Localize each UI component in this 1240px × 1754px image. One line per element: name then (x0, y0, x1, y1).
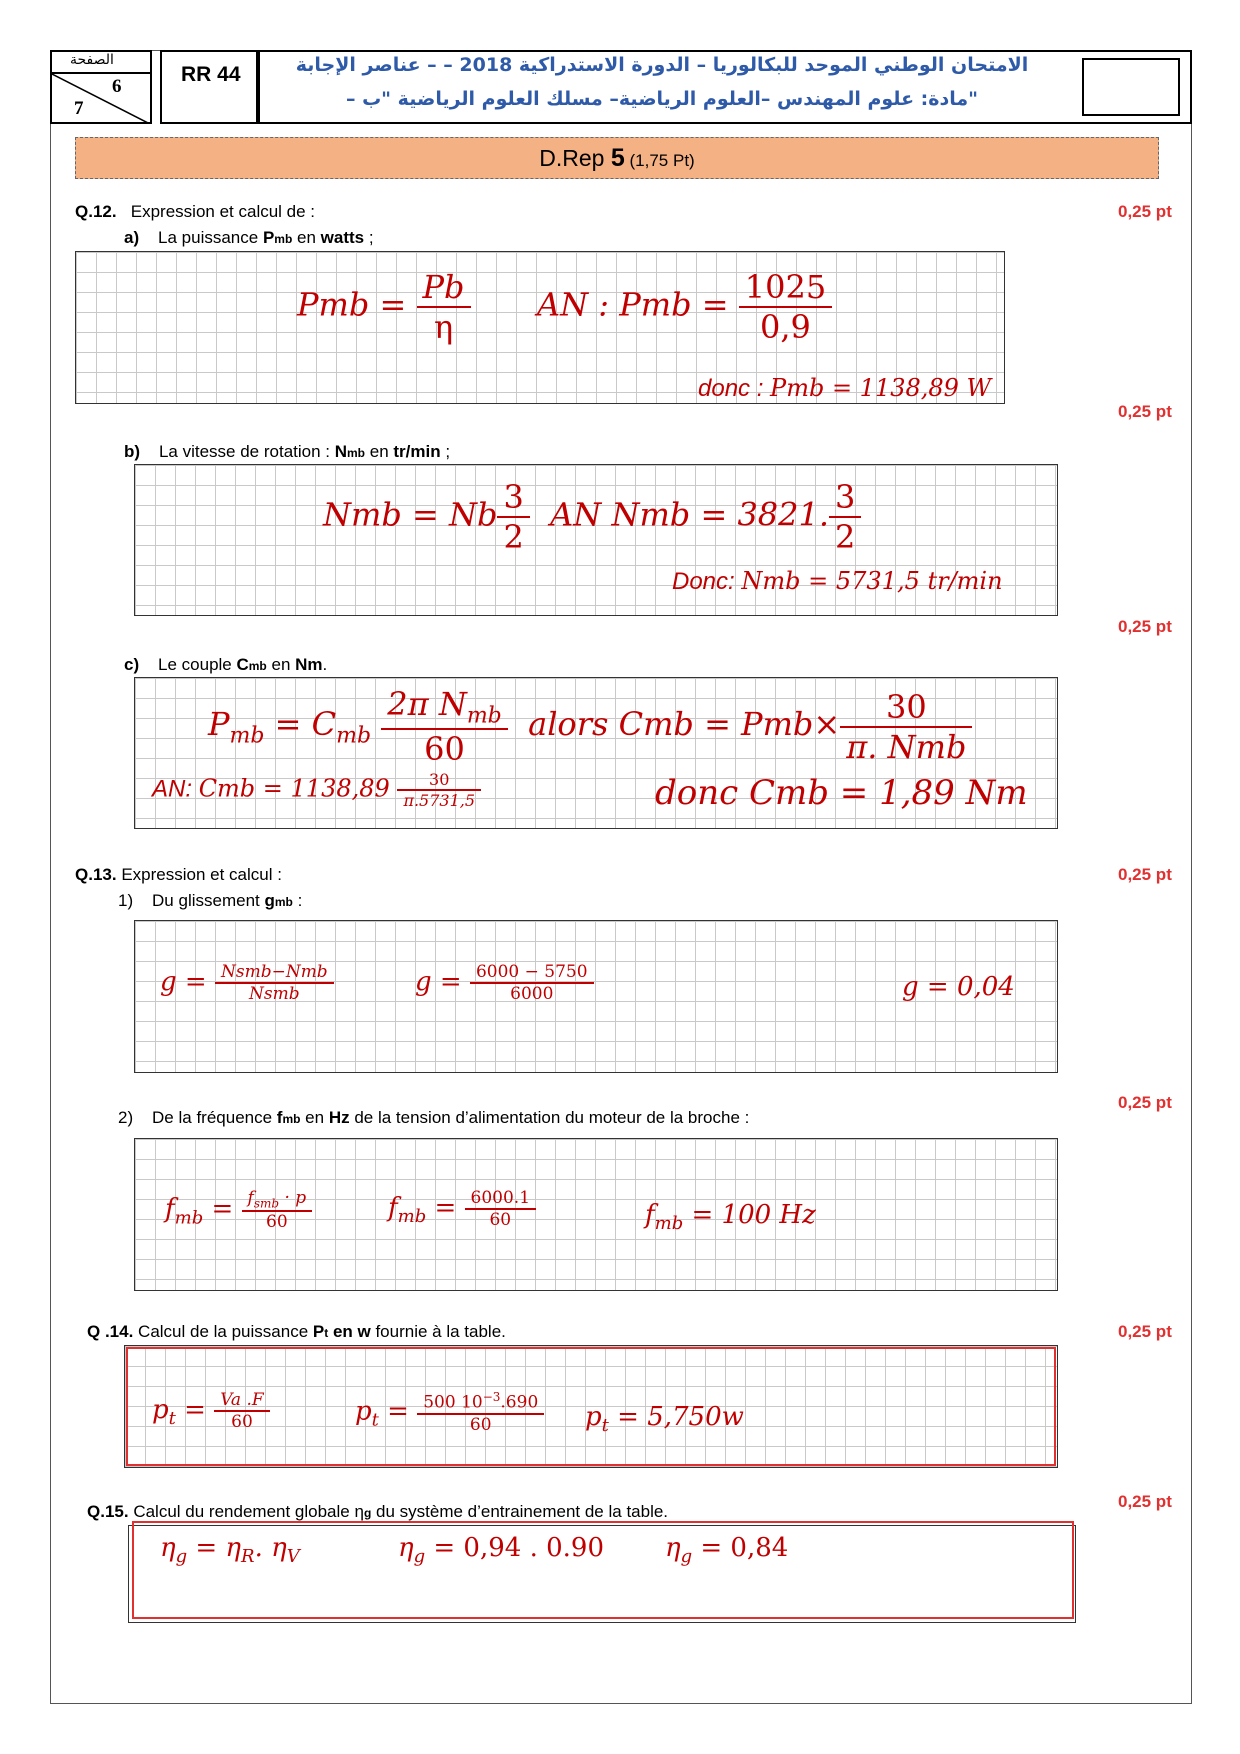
ans-eta-eq1: = η (187, 1533, 242, 1563)
ans-a-frac (417, 268, 471, 346)
page-total: 7 (74, 98, 84, 119)
ans-b-expr (323, 478, 861, 556)
banner-prefix: D.Rep (539, 145, 611, 171)
q12b-prompt (124, 442, 450, 462)
ans-c-alors-frac (840, 688, 972, 766)
page-label: الصفحة (70, 52, 114, 68)
ans-p-lhs-sub: t (168, 1408, 176, 1430)
q13a-sub: mb (274, 895, 293, 909)
ans-p-frac2 (417, 1390, 544, 1435)
ans-a-an-lhs: AN : Pmb = (537, 285, 729, 324)
q14-number: Q .14. (87, 1322, 134, 1341)
page-number-box (50, 50, 152, 124)
ans-eta-res: = 0,84 (692, 1533, 789, 1563)
q15-sym: η (354, 1502, 364, 1521)
points-q12a: 0,25 pt (1118, 202, 1172, 221)
ans-c-expr (208, 685, 972, 768)
banner-number: 5 (610, 144, 625, 172)
q12a-post: ; (364, 228, 374, 247)
q12c-label: c) (124, 655, 140, 674)
blank-stamp-box (1082, 58, 1180, 116)
ans-a-an (537, 268, 832, 346)
q13b-mid: en (300, 1108, 329, 1127)
q13b-sym: f (276, 1108, 283, 1127)
ans-eta-sub-g3: g (680, 1546, 693, 1568)
ans-f-expr2: $f_{mb}$ = $\frac{6000.1}{60}$ (388, 1188, 536, 1230)
q12a-sym: P (262, 228, 275, 247)
ans-g-expr2 (415, 962, 594, 1004)
ans-p-den2: 60 (469, 1414, 492, 1435)
ans-a-an-den: 0,9 (760, 308, 811, 346)
ans-b-frac (497, 478, 529, 556)
points-q14: 0,25 pt (1118, 1322, 1172, 1341)
ans-g-frac (215, 962, 334, 1004)
q13a-prompt (118, 891, 302, 911)
q12b-mid: en (365, 442, 394, 461)
ans-f-den2: 60 (489, 1210, 512, 1230)
q12b-sym: N (334, 442, 348, 461)
ans-p-num2-pre: 500 10 (423, 1392, 483, 1413)
ans-f-expr1: $f_{mb}$ = $\frac{f_{smb} \cdot p}{60}$ (165, 1188, 312, 1232)
q13a-pre: Du glissement (152, 891, 265, 910)
ans-g-expr1 (160, 962, 334, 1004)
ans-eta-sub-r: R (241, 1546, 255, 1568)
ans-a-result (698, 374, 991, 403)
ans-p-result (585, 1402, 744, 1436)
q13b-sub: mb (282, 1112, 301, 1126)
ans-p-lhs-sym: p (152, 1395, 169, 1425)
ans-g-num2: 6000 − 5750 (470, 962, 594, 984)
ans-a-an-num: 1025 (739, 268, 832, 308)
ans-a-res: Pmb = 1138,89 W (770, 374, 992, 402)
q12b-label: b) (124, 442, 141, 461)
ans-f-frac2 (465, 1188, 536, 1230)
banner-points: (1,75 Pt) (624, 151, 695, 170)
ans-g-result: g = 0,04 (902, 972, 1015, 1002)
ans-eta-sub-g2: g (413, 1546, 426, 1568)
ans-p-den: 60 (231, 1412, 253, 1432)
ans-c-an-val: Cmb = 1138,89 (198, 774, 390, 803)
q13a-post: : (292, 891, 303, 910)
ans-c-an-num: 30 (397, 770, 481, 791)
q12c-prompt (124, 655, 327, 675)
ans-f-lhs2-sub: mb (397, 1206, 427, 1228)
ans-f-result (645, 1200, 816, 1234)
q12b-sub: mb (347, 446, 366, 460)
q13b-prompt (118, 1108, 749, 1128)
q12c-mid: en (266, 655, 296, 674)
ans-eta-expr (160, 1533, 300, 1567)
q13b-unit: Hz (328, 1108, 350, 1127)
exam-title-line2: – مادة: علوم المهندس –العلوم الرياضية– مسلك العلوم الرياضية "ب" (345, 88, 979, 110)
ans-eta-sym: η (160, 1533, 176, 1563)
ans-a-an-frac (739, 268, 832, 346)
ans-c-result: donc Cmb = 1,89 Nm (655, 773, 1028, 813)
points-q13b: 0,25 pt (1118, 1093, 1172, 1112)
ans-f-lhs-sub: mb (174, 1207, 204, 1229)
ans-c-eq-sym: = C (264, 705, 337, 744)
ans-p-res: = 5,750w (608, 1402, 744, 1432)
ans-g-lhs2: g = (415, 967, 462, 997)
ans-f-lhs-sym: f (165, 1194, 175, 1225)
ans-a-den: η (433, 308, 454, 346)
q13b-pre: De la fréquence (152, 1108, 277, 1127)
q14-sub: t (324, 1326, 329, 1340)
q13b-label: 2) (118, 1108, 134, 1127)
points-q12b: 0,25 pt (1118, 402, 1172, 421)
q14-post: fournie à la table. (370, 1322, 506, 1341)
ans-eta-sub-g: g (175, 1546, 188, 1568)
ans-p-frac (214, 1390, 269, 1432)
code-box (160, 50, 258, 124)
ans-b-an-den: 2 (835, 518, 856, 556)
q15-number: Q.15. (87, 1502, 129, 1521)
ans-b-an: AN Nmb = 3821. (550, 495, 830, 534)
ans-p-res-sub: t (601, 1415, 609, 1437)
ans-a-expr (297, 268, 471, 346)
q12c-sub: mb (248, 659, 267, 673)
q12b-pre: La vitesse de rotation : (158, 442, 335, 461)
ans-f-num2: 6000.1 (465, 1188, 536, 1210)
q12a-sub: mb (274, 232, 293, 246)
q12a-pre: La puissance (158, 228, 263, 247)
ans-c-num-sub: mb (466, 703, 502, 729)
ans-f-num-sym: f (247, 1188, 254, 1208)
exam-code: RR 44 (181, 63, 241, 86)
ans-f-num-sub: smb (253, 1196, 280, 1211)
q13-title: Expression et calcul : (121, 865, 282, 884)
ans-f-num-post: · p (279, 1188, 307, 1208)
ans-c-an-label: AN: (152, 775, 199, 803)
ans-eta-dot: . η (254, 1533, 287, 1563)
ans-a-res-label: donc : (698, 375, 771, 402)
exam-title-line1: الامتحان الوطني الموحد للبكالوريا – الدورة الاستدراكية 2018 – – عناصر الإجابة (295, 54, 1029, 76)
ans-p-lhs2-sub: t (371, 1409, 379, 1431)
ans-b-den: 2 (503, 518, 524, 556)
q12-heading (75, 202, 315, 222)
q12c-sym: C (236, 655, 249, 674)
q15-post: du système d’entrainement de la table. (371, 1502, 669, 1521)
ans-f-res-sub: mb (654, 1213, 684, 1235)
q12b-post: ; (440, 442, 451, 461)
ans-g-num: Nsmb−Nmb (215, 962, 334, 984)
points-q15: 0,25 pt (1118, 1492, 1172, 1511)
ans-c-alors: alors Cmb = Pmb× (528, 705, 841, 744)
q12a-label: a) (124, 228, 140, 247)
ans-b-lhs: Nmb = Nb (323, 495, 498, 534)
ans-c-alors-num: 30 (840, 688, 972, 728)
ans-eta-value (398, 1533, 604, 1567)
ans-c-an-den: π.5731,5 (403, 791, 476, 810)
ans-b-res-label: Donc: (672, 568, 742, 595)
page-current: 6 (112, 76, 122, 97)
q15-prompt (87, 1502, 668, 1522)
ans-eta-val: = 0,94 . 0.90 (425, 1533, 604, 1563)
ans-c-lhs-sub: mb (229, 723, 265, 749)
points-q12c: 0,25 pt (1118, 617, 1172, 636)
ans-p-expr2: $p_t$ = $\frac{500 10^{-3}.690}{60}$ (355, 1390, 544, 1435)
q15-pre: Calcul du rendement globale (133, 1502, 355, 1521)
q13a-label: 1) (118, 891, 134, 910)
ans-c-an (152, 770, 481, 810)
ans-c-alors-den: π. Nmb (846, 727, 967, 766)
q15-sub: g (363, 1506, 372, 1520)
ans-g-frac2 (470, 962, 594, 1004)
ans-eta-sym2: η (398, 1533, 414, 1563)
q12-number: Q.12. (75, 202, 117, 221)
q12a-mid: en (292, 228, 321, 247)
ans-p-res-sym: p (585, 1402, 602, 1432)
q12c-pre: Le couple (158, 655, 237, 674)
ans-eta-sub-v: V (286, 1546, 300, 1568)
ans-f-den: 60 (266, 1212, 288, 1233)
ans-p-num: Va .F (214, 1390, 269, 1412)
q12c-unit: Nm (295, 655, 323, 674)
ans-c-frac (381, 685, 508, 768)
page-diagonal (52, 74, 150, 124)
q12a-prompt (124, 228, 374, 248)
ans-p-expr1: $p_t$ = $\frac{Va .F}{60}$ (152, 1390, 270, 1432)
section-banner (75, 137, 1159, 179)
q12-title: Expression et calcul de : (130, 202, 316, 221)
q14-prompt (87, 1322, 506, 1342)
ans-b-an-frac (829, 478, 861, 556)
ans-p-num2-post: .690 (500, 1392, 539, 1413)
q12c-post: . (322, 655, 328, 674)
ans-f-res-sym: f (645, 1200, 655, 1230)
q12b-unit: tr/min (393, 442, 441, 461)
ans-c-num-pre: 2π N (387, 685, 467, 723)
ans-b-res: Nmb = 5731,5 tr/min (741, 567, 1003, 595)
ans-b-result (672, 567, 1003, 596)
ans-b-an-num: 3 (829, 478, 861, 518)
ans-a-num: Pb (417, 268, 471, 308)
ans-g-den2: 6000 (510, 984, 554, 1004)
ans-b-num: 3 (497, 478, 529, 518)
q13a-sym: g (264, 891, 275, 910)
ans-c-den: 60 (424, 730, 465, 769)
ans-f-lhs2-sym: f (388, 1193, 398, 1223)
ans-g-den: Nsmb (249, 984, 300, 1004)
q13-number: Q.13. (75, 865, 117, 884)
ans-eta-result (665, 1533, 788, 1567)
q14-unit: en w (328, 1322, 371, 1341)
ans-f-res: = 100 Hz (683, 1200, 816, 1230)
q13b-post: de la tension d’alimentation du moteur de la broche : (349, 1108, 750, 1127)
q13-heading (75, 865, 282, 885)
ans-eta-sym3: η (665, 1533, 681, 1563)
q14-pre: Calcul de la puissance (138, 1322, 313, 1341)
q14-sym: P (312, 1322, 325, 1341)
ans-f-frac (242, 1188, 313, 1232)
ans-p-lhs2-sym: p (355, 1396, 372, 1427)
ans-p-num2-sup: −3 (482, 1390, 501, 1404)
ans-c-eq-sub: mb (336, 723, 372, 749)
ans-g-lhs: g = (160, 967, 207, 997)
ans-c-an-frac (397, 770, 481, 810)
ans-c-lhs-sym: P (208, 705, 230, 744)
ans-a-lhs: Pmb = (297, 285, 407, 324)
q12a-unit: watts (320, 228, 365, 247)
points-q13a: 0,25 pt (1118, 865, 1172, 884)
